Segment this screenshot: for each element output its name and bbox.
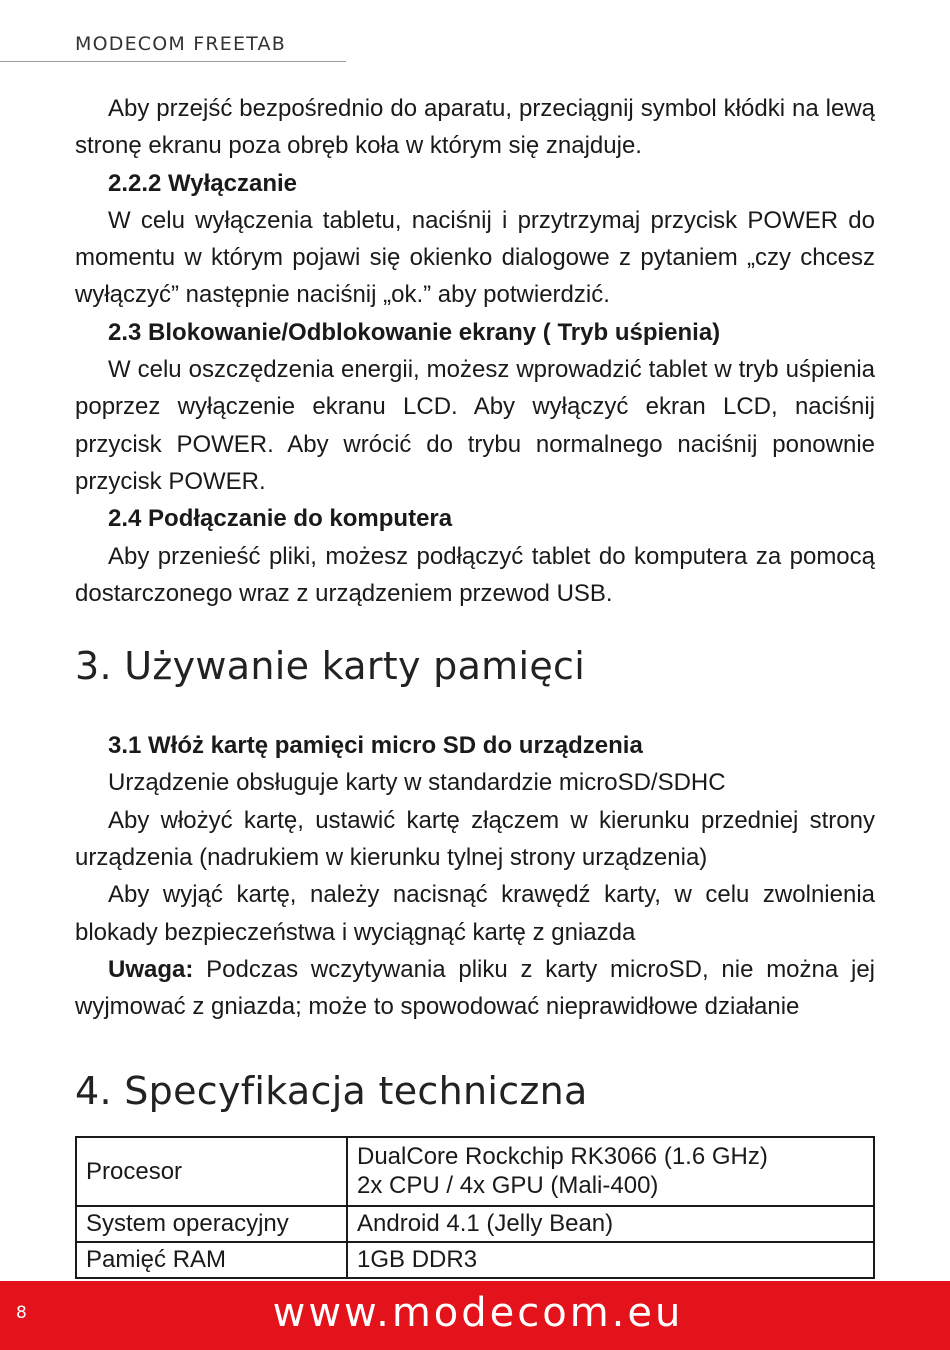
spec-value-line: DualCore Rockchip RK3066 (1.6 GHz): [357, 1143, 768, 1171]
paragraph-warning: [75, 951, 875, 1026]
page-number: 8: [16, 1303, 27, 1323]
section-title-3: 3. Używanie karty pamięci: [75, 644, 586, 689]
heading-2-4: 2.4 Podłączanie do komputera: [108, 505, 453, 533]
heading-2-3: 2.3 Blokowanie/Odblokowanie ekrany ( Tryb uśpienia): [108, 318, 721, 346]
paragraph-insert-card: Aby włożyć kartę, ustawić kartę złączem w kierunku przedniej strony urządzenia (nadrukiem w kierunku tylnej strony urządzenia): [75, 806, 875, 872]
heading-2-2-2: 2.2.2 Wyłączanie: [108, 169, 297, 197]
spec-table: [75, 1136, 875, 1279]
website-link[interactable]: www.modecom.eu: [272, 1290, 684, 1336]
spec-value: 1GB DDR3: [347, 1242, 874, 1278]
warning-text: Podczas wczytywania pliku z karty microSD, nie można jej wyjmować z gniazda; może to spowodować nieprawidłowe działanie: [75, 955, 875, 1021]
header-rule: [0, 61, 346, 62]
section-title-4: 4. Specyfikacja techniczna: [75, 1068, 588, 1113]
paragraph-remove-card: Aby wyjąć kartę, należy nacisnąć krawędź karty, w celu zwolnienia blokady bezpieczeństwa i wyciągnąć kartę z gniazda: [75, 881, 875, 946]
paragraph-card-standard: Urządzenie obsługuje karty w standardzie microSD/SDHC: [108, 769, 726, 797]
heading-3-1: 3.1 Włóż kartę pamięci micro SD do urządzenia: [108, 732, 643, 760]
paragraph-shutdown: W celu wyłączenia tabletu, naciśnij i przytrzymaj przycisk POWER do momentu w którym pojawi się okienko dialogowe z pytaniem „czy chcesz wyłączyć” następnie naciśnij „ok.” aby potwierdzić.: [75, 206, 875, 309]
table-row: [76, 1206, 874, 1242]
warning-label: Uwaga:: [108, 955, 194, 983]
running-header: MODECOM FREETAB: [75, 33, 286, 55]
table-row: [76, 1137, 874, 1206]
page-content: [75, 90, 875, 1279]
spec-key: Procesor: [76, 1137, 347, 1206]
paragraph-unlock: Aby przejść bezpośrednio do aparatu, przeciągnij symbol kłódki na lewą stronę ekranu poza obręb koła w którym się znajduje.: [75, 95, 875, 160]
table-row: [76, 1242, 874, 1278]
spec-value: [347, 1137, 874, 1206]
spec-value: Android 4.1 (Jelly Bean): [347, 1206, 874, 1242]
paragraph-connect-computer: Aby przenieść pliki, możesz podłączyć tablet do komputera za pomocą dostarczonego wraz z urządzeniem przewod USB.: [75, 542, 875, 607]
paragraph-sleep-mode: W celu oszczędzenia energii, możesz wprowadzić tablet w tryb uśpienia poprzez wyłączenie ekranu LCD. Aby wyłączyć ekran LCD, naciśnij przycisk POWER. Aby wrócić do trybu normalnego naciśnij ponownie przycisk POWER.: [75, 356, 875, 495]
spec-value-line: 2x CPU / 4x GPU (Mali-400): [357, 1172, 659, 1200]
spec-key: System operacyjny: [76, 1206, 347, 1242]
spec-key: Pamięć RAM: [76, 1242, 347, 1278]
footer-bar: [0, 1281, 950, 1350]
